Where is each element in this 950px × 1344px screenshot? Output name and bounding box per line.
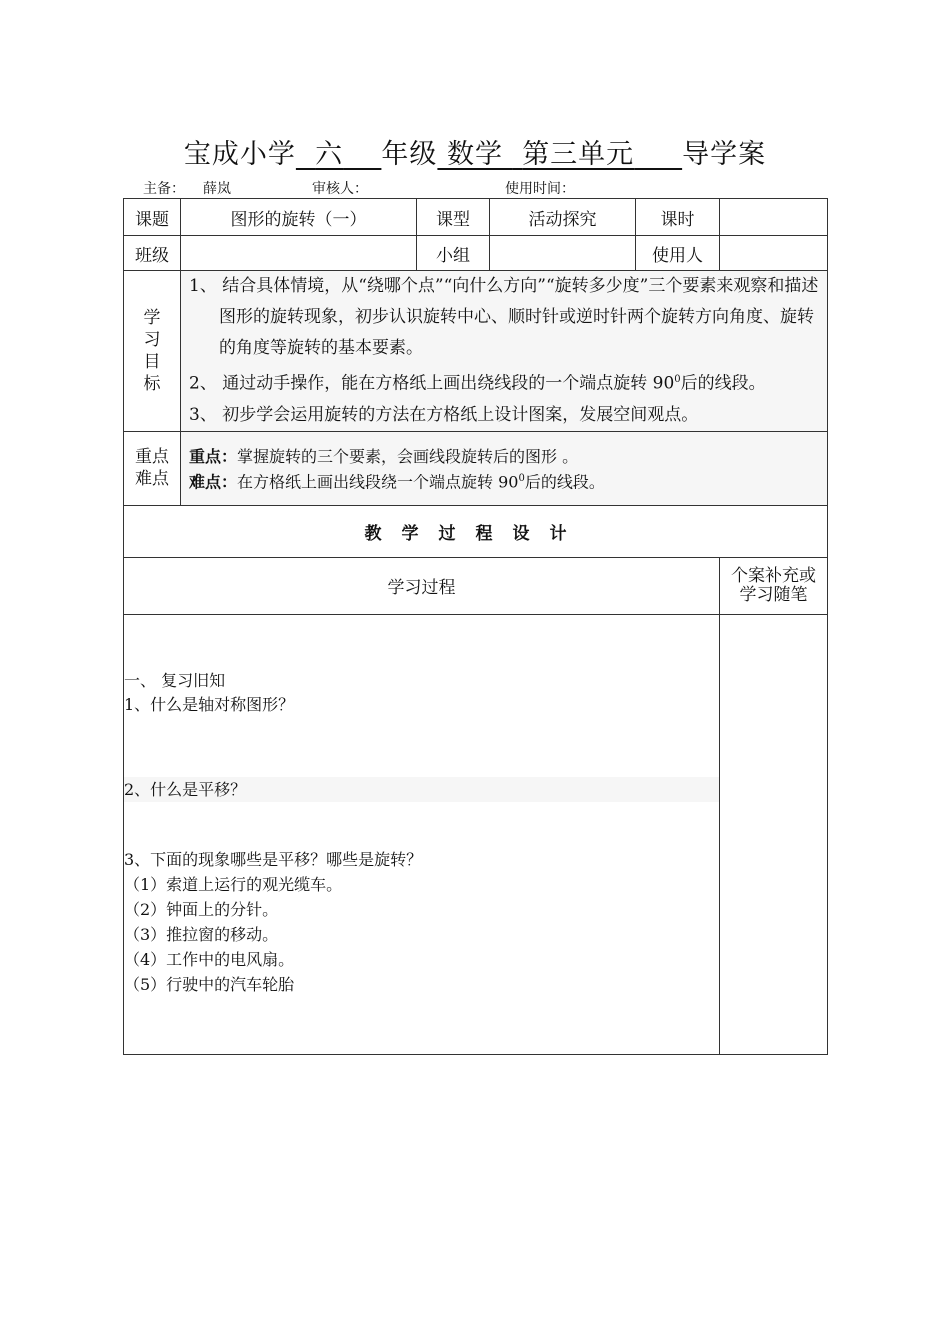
class-value <box>181 236 417 271</box>
period-label: 课时 <box>636 199 720 236</box>
meta-reviewer-label: 审核人： <box>312 181 368 197</box>
table-row-goals <box>124 271 828 432</box>
process-item: （5）行驶中的汽车轮胎 <box>124 974 295 994</box>
process-q2: 2、什么是平移？ <box>124 777 719 802</box>
group-value <box>490 236 636 271</box>
table-row-process <box>124 614 828 1054</box>
focus-line: 重点：掌握旋转的三个要素，会画线段旋转后的图形 。 <box>189 446 579 466</box>
user-label: 使用人 <box>636 236 720 271</box>
class-label: 班级 <box>124 236 181 271</box>
goal-item-2: 2、 通过动手操作，能在方格纸上画出绕线段的一个端点旋转 $90^0$后的线段。 <box>189 373 766 394</box>
process-item: （2）钟面上的分针。 <box>124 899 279 919</box>
goal-item-3: 3、 初步学会运用旋转的方法在方格纸上设计图案，发展空间观点。 <box>189 404 699 425</box>
key-label: 重点 难点 <box>124 431 181 505</box>
table-row-process-header <box>124 557 828 614</box>
goals-content <box>181 271 828 432</box>
type-value: 活动探究 <box>490 199 636 236</box>
table-row-key-points <box>124 431 828 505</box>
process-q1: 1、什么是轴对称图形？ <box>124 694 295 714</box>
table-row-design-title <box>124 505 828 557</box>
table-row-topic <box>124 199 828 236</box>
notes-content <box>720 614 828 1054</box>
goal-item-1: 1、 结合具体情境，从“绕哪个点”“向什么方向”“旋转多少度”三个要素来观察和描述图形的旋转现象，初步认识旋转中心、顺时针或逆时针两个旋转方向角度、旋转的角度等旋转的基本要素。 <box>189 276 819 358</box>
user-value <box>720 236 828 271</box>
topic-value: 图形的旋转（一） <box>181 199 417 236</box>
title-grade-blank <box>296 132 382 171</box>
title-subject: 数学 <box>447 139 503 170</box>
process-q3: 3、下面的现象哪些是平移？哪些是旋转？ <box>124 849 423 869</box>
design-title: 教学过程设计 <box>124 505 828 557</box>
lesson-plan-table <box>123 198 828 1055</box>
table-row-class <box>124 236 828 271</box>
title-grade-suffix: 年级 <box>381 139 438 170</box>
title-unit: 第三单元 <box>522 139 635 170</box>
process-item: （1）索道上运行的观光缆车。 <box>124 874 343 894</box>
period-value <box>720 199 828 236</box>
goals-label: 学 习 目 标 <box>124 271 181 432</box>
meta-host: 薛岚 <box>203 181 231 197</box>
title-doc: 导学案 <box>682 139 767 170</box>
meta-host-label: 主备： <box>143 181 185 197</box>
group-label: 小组 <box>417 236 490 271</box>
meta-date-label: 使用时间： <box>505 181 575 197</box>
type-label: 课型 <box>417 199 490 236</box>
process-section: 一、 复习旧知 <box>124 670 226 690</box>
title-grade: 六 <box>315 139 344 170</box>
topic-label: 课题 <box>124 199 181 236</box>
process-header: 学习过程 <box>124 557 720 614</box>
key-content <box>181 431 828 505</box>
process-item: （3）推拉窗的移动。 <box>124 924 279 944</box>
notes-header: 个案补充或 学习随笔 <box>720 557 828 614</box>
title-school: 宝成小学 <box>183 139 296 170</box>
process-item: （4）工作中的电风扇。 <box>124 949 295 969</box>
process-content <box>124 614 720 1054</box>
difficulty-line: 难点：在方格纸上画出线段绕一个端点旋转 $90^0$后的线段。 <box>189 471 605 491</box>
document-title <box>0 132 950 171</box>
